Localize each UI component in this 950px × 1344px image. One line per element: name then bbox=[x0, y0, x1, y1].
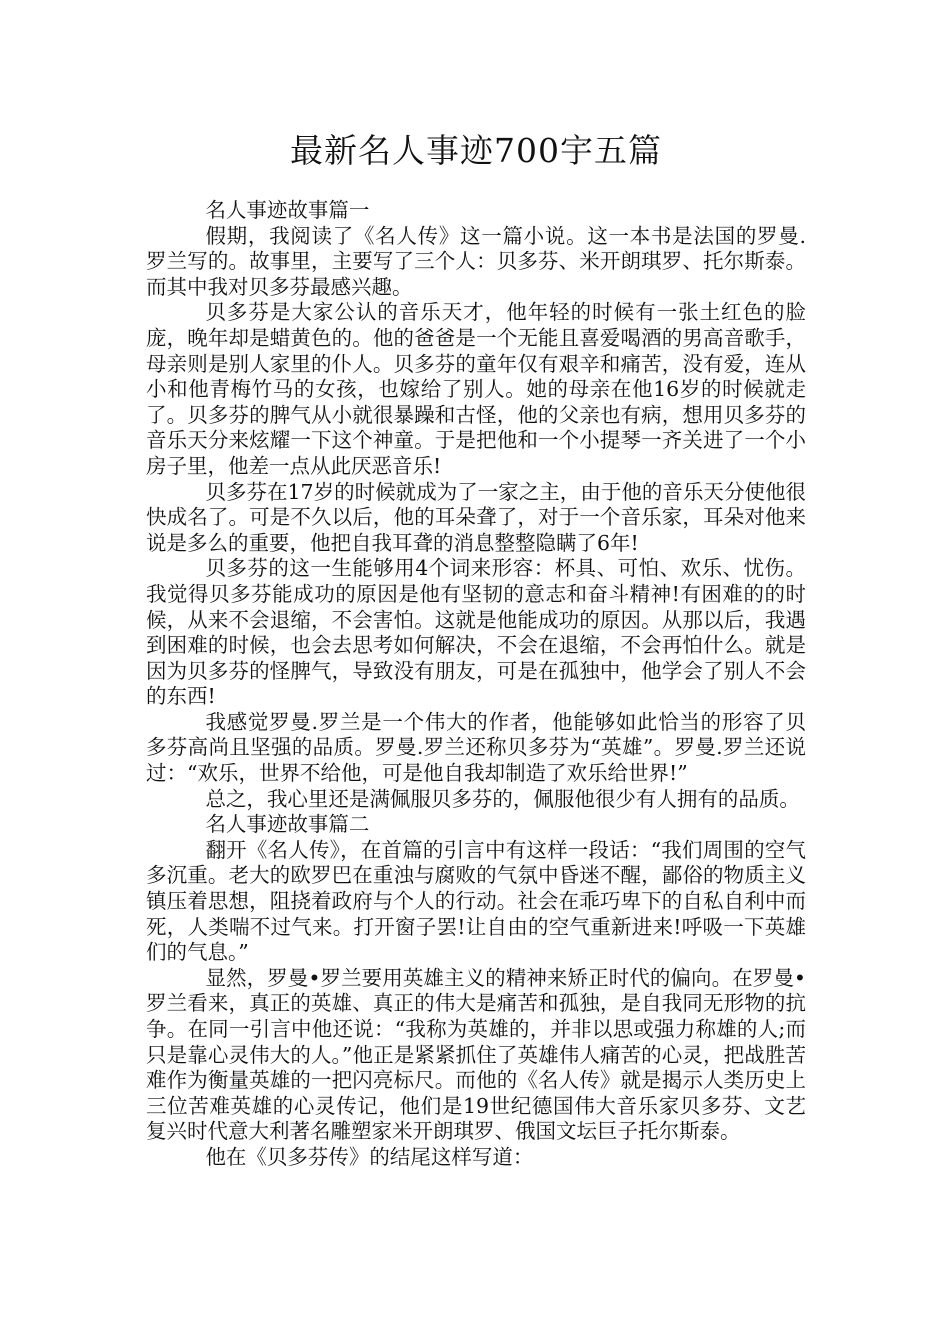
section-1 bbox=[146, 198, 806, 812]
document-title: 最新名人事迹700宇五篇 bbox=[290, 131, 662, 170]
paragraph: 翻开《名人传》，在首篇的引言中有这样一段话：“我们周围的空气多沉重。老大的欧罗巴在重浊与腐败的气氛中昏迷不醒，鄙俗的物质主义镇压着思想，阻挠着政府与个人的行动。社会在乖巧卑下的自私自利中而死，人类喘不过气来。打开窗子罢!让自由的空气重新进来!呼吸一下英雄们的气息。” bbox=[146, 837, 806, 965]
section-2 bbox=[146, 812, 806, 1170]
paragraph: 我感觉罗曼.罗兰是一个伟大的作者，他能够如此恰当的形容了贝多芬高尚且坚强的品质。罗曼.罗兰还称贝多芬为“英雄”。罗曼.罗兰还说过：“欢乐，世界不给他，可是他自我却制造了欢乐给世界!” bbox=[146, 709, 806, 786]
section-heading: 名人事迹故事篇二 bbox=[205, 812, 370, 837]
document-body bbox=[146, 198, 806, 1171]
document-page bbox=[146, 124, 806, 1171]
paragraph: 贝多芬是大家公认的音乐天才，他年轻的时候有一张土红色的脸庞，晚年却是蜡黄色的。他的爸爸是一个无能且喜爱喝酒的男高音歌手，母亲则是别人家里的仆人。贝多芬的童年仅有艰辛和痛苦，没有爱，连从小和他青梅竹马的女孩，也嫁给了别人。她的母亲在他16岁的时候就走了。贝多芬的脾气从小就很暴躁和古怪，他的父亲也有病，想用贝多芬的音乐天分来炫耀一下这个神童。于是把他和一个小提琴一齐关进了一个小房子里，他差一点从此厌恶音乐! bbox=[146, 300, 806, 478]
paragraph: 贝多芬的这一生能够用4个词来形容：杯具、可怕、欢乐、忧伤。我觉得贝多芬能成功的原因是他有坚韧的意志和奋斗精神!有困难的的时候，从来不会退缩，不会害怕。这就是他能成功的原因。从那以后，我遇到困难的时候，也会去思考如何解决，不会在退缩，不会再怕什么。就是因为贝多芬的怪脾气，导致没有朋友，可是在孤独中，他学会了别人不会的东西! bbox=[146, 556, 806, 709]
paragraph: 他在《贝多芬传》的结尾这样写道： bbox=[205, 1144, 534, 1169]
paragraph: 总之，我心里还是满佩服贝多芬的，佩服他很少有人拥有的品质。 bbox=[205, 786, 800, 811]
paragraph: 显然，罗曼•罗兰要用英雄主义的精神来矫正时代的偏向。在罗曼•罗兰看来，真正的英雄、真正的伟大是痛苦和孤独，是自我同无形物的抗争。在同一引言中他还说：“我称为英雄的，并非以思或强力称雄的人;而只是靠心灵伟大的人。”他正是紧紧抓住了英雄伟人痛苦的心灵，把战胜苦难作为衡量英雄的一把闪亮标尺。而他的《名人传》就是揭示人类历史上三位苦难英雄的心灵传记，他们是19世纪德国伟大音乐家贝多芬、文艺复兴时代意大利著名雕塑家米开朗琪罗、俄国文坛巨子托尔斯泰。 bbox=[146, 965, 806, 1144]
section-heading: 名人事迹故事篇一 bbox=[205, 198, 370, 222]
paragraph: 假期，我阅读了《名人传》这一篇小说。这一本书是法国的罗曼.罗兰写的。故事里，主要写了三个人：贝多芬、米开朗琪罗、托尔斯泰。而其中我对贝多芬最感兴趣。 bbox=[146, 223, 806, 299]
paragraph: 贝多芬在17岁的时候就成为了一家之主，由于他的音乐天分使他很快成名了。可是不久以后，他的耳朵聋了，对于一个音乐家，耳朵对他来说是多么的重要，他把自我耳聋的消息整整隐瞒了6年! bbox=[146, 479, 806, 555]
